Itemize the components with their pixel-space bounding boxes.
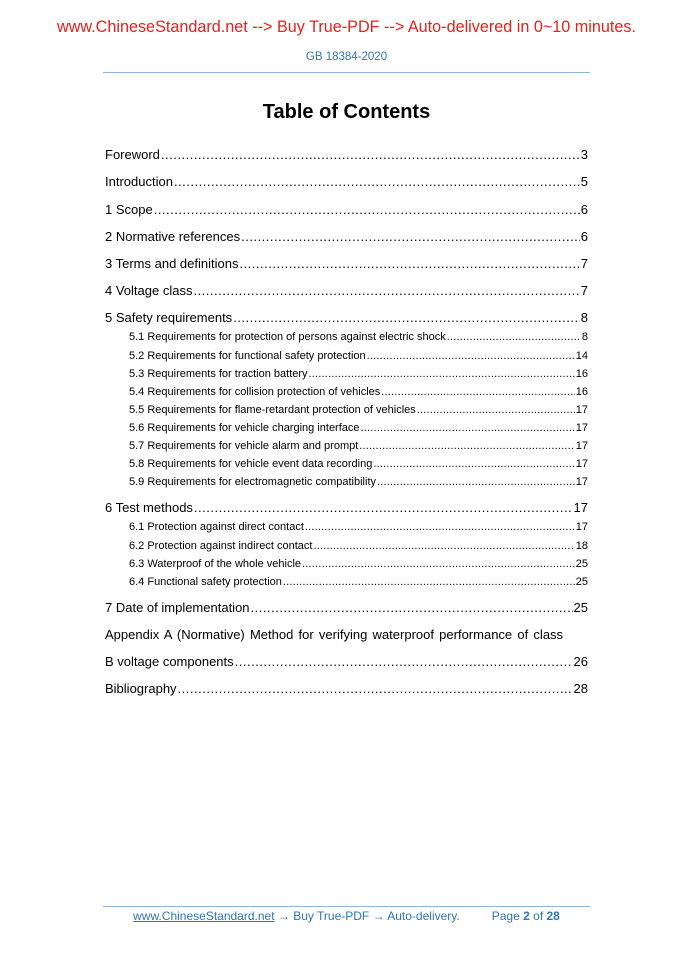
dot-leader xyxy=(302,558,575,571)
toc-entry-page: 17 xyxy=(575,476,588,489)
toc-entry-title: Foreword xyxy=(105,147,160,163)
toc-entry-page: 6 xyxy=(580,201,588,217)
toc-entry-title: 4 Voltage class xyxy=(105,283,193,299)
toc-entry-page: 16 xyxy=(575,367,588,380)
top-banner: www.ChineseStandard.net --> Buy True-PDF --> Auto-delivered in 0~10 minutes. xyxy=(57,18,636,36)
toc-subentry-6-3[interactable] xyxy=(129,553,588,571)
dot-leader xyxy=(381,386,574,399)
toc-entry-title: 6 Test methods xyxy=(105,500,193,516)
toc-entry-normative-references[interactable] xyxy=(105,218,588,245)
dot-leader xyxy=(239,256,579,272)
toc-entry-title: 5.8 Requirements for vehicle event data recording xyxy=(129,458,373,471)
toc-entry-title: 6.3 Waterproof of the whole vehicle xyxy=(129,557,302,570)
footer-page-label: Page xyxy=(491,909,520,923)
footer-page-of: of xyxy=(533,909,544,923)
toc-entry-page: 25 xyxy=(575,557,588,570)
toc-entry-title: B voltage components xyxy=(105,654,234,670)
table-of-contents xyxy=(105,136,588,697)
toc-entry-bibliography[interactable] xyxy=(105,670,588,697)
toc-entry-title: 5.5 Requirements for flame-retardant protection of vehicles xyxy=(129,403,416,416)
toc-entry-page: 7 xyxy=(580,283,588,299)
toc-entry-date-of-implementation[interactable] xyxy=(105,589,588,616)
toc-entry-introduction[interactable] xyxy=(105,163,588,190)
toc-subentry-6-4[interactable] xyxy=(129,571,588,589)
footer-page-total: 28 xyxy=(546,909,560,923)
toc-subentry-5-9[interactable] xyxy=(129,471,588,489)
toc-entry-page: 5 xyxy=(580,174,588,190)
toc-entry-title: 6.1 Protection against direct contact xyxy=(129,521,304,534)
toc-entry-title: 6.4 Functional safety protection xyxy=(129,575,282,588)
toc-entry-scope[interactable] xyxy=(105,190,588,217)
toc-entry-page: 14 xyxy=(575,349,588,362)
dot-leader xyxy=(361,422,575,435)
toc-entry-page: 8 xyxy=(581,331,588,344)
dot-leader xyxy=(373,458,574,471)
dot-leader xyxy=(193,283,579,299)
dot-leader xyxy=(233,310,580,326)
dot-leader xyxy=(367,350,575,363)
dot-leader xyxy=(194,500,573,516)
dot-leader xyxy=(161,147,580,163)
toc-subentry-5-2[interactable] xyxy=(129,344,588,362)
toc-entry-page: 8 xyxy=(580,310,588,326)
toc-entry-title: 3 Terms and definitions xyxy=(105,255,239,271)
toc-entry-appendix-a-line1[interactable] xyxy=(105,616,588,643)
dot-leader xyxy=(235,654,573,670)
toc-entry-page: 17 xyxy=(573,500,588,516)
toc-entry-title: 1 Scope xyxy=(105,201,153,217)
toc-entry-title: 5.4 Requirements for collision protection of vehicles xyxy=(129,385,381,398)
toc-entry-page: 26 xyxy=(573,654,588,670)
toc-entry-title: 5.7 Requirements for vehicle alarm and prompt xyxy=(129,439,359,452)
toc-entry-foreword[interactable] xyxy=(105,136,588,163)
toc-entry-title: Introduction xyxy=(105,174,173,190)
toc-subentry-5-6[interactable] xyxy=(129,417,588,435)
toc-entry-title: 5.2 Requirements for functional safety protection xyxy=(129,349,366,362)
footer-divider xyxy=(103,906,590,907)
dot-leader xyxy=(313,540,574,553)
toc-entry-page: 17 xyxy=(575,403,588,416)
toc-entry-page: 17 xyxy=(575,521,588,534)
footer-website-link[interactable]: www.ChineseStandard.net xyxy=(133,909,275,923)
toc-entry-page: 25 xyxy=(573,599,588,615)
toc-entry-title: 6.2 Protection against indirect contact xyxy=(129,539,313,552)
dot-leader xyxy=(241,229,580,245)
toc-entry-title: 5 Safety requirements xyxy=(105,310,233,326)
dot-leader xyxy=(283,576,575,589)
toc-subentry-6-2[interactable] xyxy=(129,534,588,552)
toc-title: Table of Contents xyxy=(262,101,431,123)
toc-entry-page: 17 xyxy=(575,439,588,452)
toc-entry-page: 3 xyxy=(580,147,588,163)
toc-entry-title: 5.6 Requirements for vehicle charging interface xyxy=(129,421,360,434)
toc-entry-title: 7 Date of implementation xyxy=(105,599,250,615)
toc-entry-safety-requirements[interactable] xyxy=(105,299,588,326)
header-divider xyxy=(103,72,590,73)
toc-entry-page: 7 xyxy=(580,255,588,271)
toc-entry-title: Appendix A (Normative) Method for verifying waterproof performance of class xyxy=(105,627,564,643)
dot-leader xyxy=(359,440,574,453)
dot-leader xyxy=(309,368,575,381)
dot-leader xyxy=(154,202,580,218)
toc-entry-page: 17 xyxy=(575,458,588,471)
toc-subentry-6-1[interactable] xyxy=(129,516,588,534)
toc-entry-page: 16 xyxy=(575,385,588,398)
toc-subentry-5-8[interactable] xyxy=(129,453,588,471)
toc-entry-title: 2 Normative references xyxy=(105,228,241,244)
toc-entry-page: 28 xyxy=(573,681,588,697)
dot-leader xyxy=(174,174,580,190)
toc-entry-test-methods[interactable] xyxy=(105,489,588,516)
toc-entry-page: 6 xyxy=(580,228,588,244)
document-number: GB 18384-2020 xyxy=(305,51,388,63)
toc-entry-appendix-a-line2[interactable] xyxy=(105,643,588,670)
toc-entry-page: 25 xyxy=(575,575,588,588)
toc-entry-title: Bibliography xyxy=(105,681,177,697)
toc-entry-terms-definitions[interactable] xyxy=(105,245,588,272)
toc-entry-page: 18 xyxy=(575,539,588,552)
page-footer xyxy=(0,909,693,923)
toc-entry-voltage-class[interactable] xyxy=(105,272,588,299)
toc-entry-page: 17 xyxy=(575,421,588,434)
toc-entry-title: 5.1 Requirements for protection of persons against electric shock xyxy=(129,331,446,344)
toc-subentry-5-1[interactable] xyxy=(129,326,588,344)
toc-subentry-5-5[interactable] xyxy=(129,399,588,417)
footer-page-current: 2 xyxy=(523,909,530,923)
dot-leader xyxy=(377,476,575,489)
dot-leader xyxy=(251,600,573,616)
footer-purchase-text: → Buy True-PDF → Auto-delivery. xyxy=(277,909,460,923)
toc-entry-title: 5.9 Requirements for electromagnetic compatibility xyxy=(129,476,377,489)
dot-leader xyxy=(447,331,581,344)
toc-entry-title: 5.3 Requirements for traction battery xyxy=(129,367,308,380)
dot-leader xyxy=(178,681,573,697)
toc-subentry-5-7[interactable] xyxy=(129,435,588,453)
dot-leader xyxy=(305,521,575,534)
toc-subentry-5-3[interactable] xyxy=(129,363,588,381)
dot-leader xyxy=(417,404,575,417)
toc-subentry-5-4[interactable] xyxy=(129,381,588,399)
